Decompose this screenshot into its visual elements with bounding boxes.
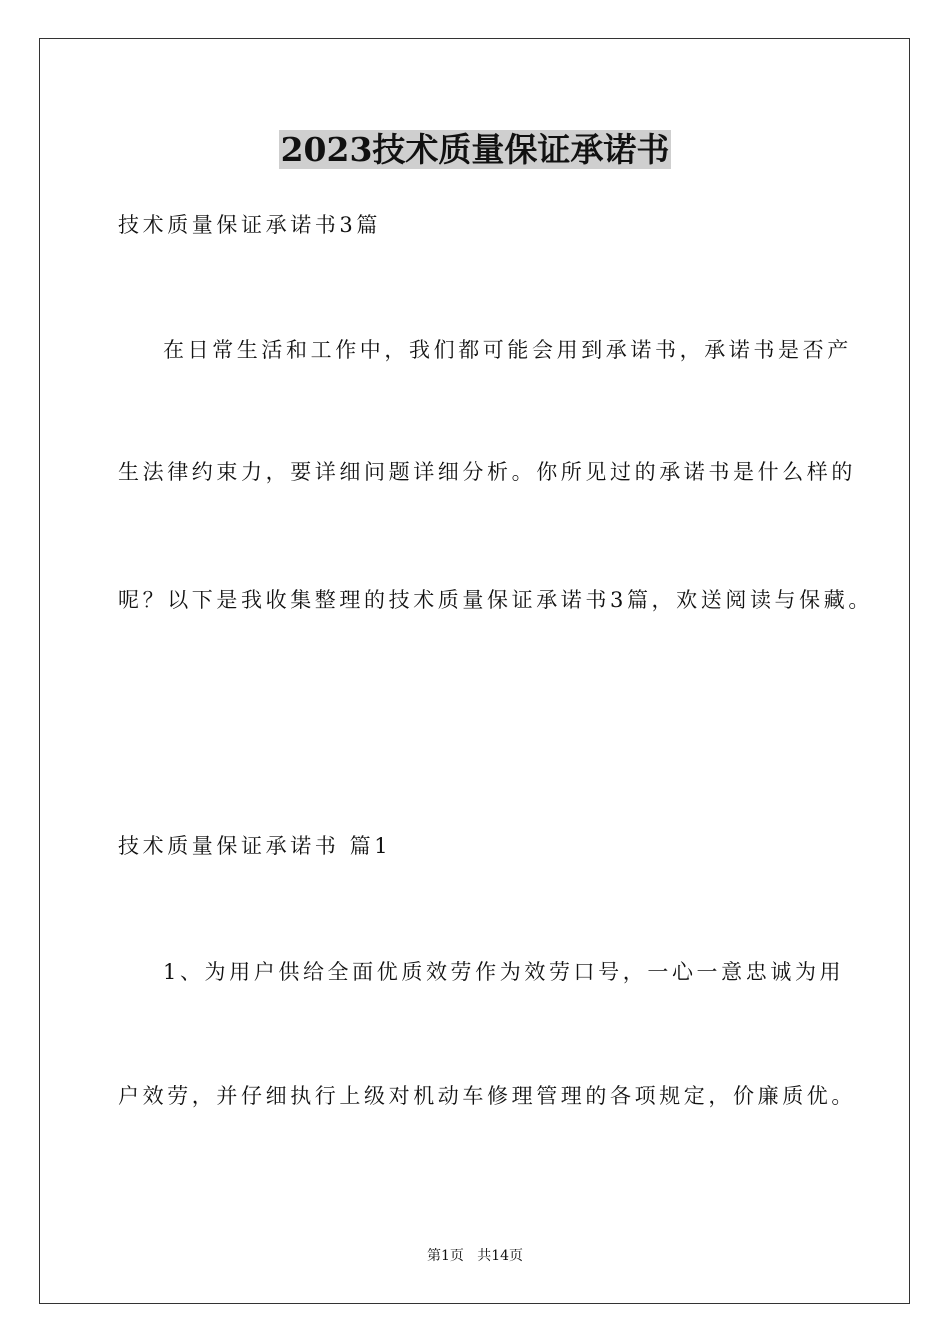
document-subtitle: 技术质量保证承诺书3篇 [118,213,381,237]
intro-paragraph-line-1: 在日常生活和工作中，我们都可能会用到承诺书，承诺书是否产 [163,338,852,362]
page-footer: 第1页 共14页 [426,1248,524,1264]
section-item-line-2: 户效劳，并仔细执行上级对机动车修理管理的各项规定，价廉质优。 [118,1084,856,1108]
section-item-line-1: 1、为用户供给全面优质效劳作为效劳口号，一心一意忠诚为用 [163,960,845,984]
intro-paragraph-line-2: 生法律约束力，要详细问题详细分析。你所见过的承诺书是什么样的 [118,460,856,484]
section-heading: 技术质量保证承诺书 篇1 [118,834,392,858]
intro-paragraph-line-3: 呢？以下是我收集整理的技术质量保证承诺书3篇，欢送阅读与保藏。 [118,588,873,612]
document-title [0,128,950,172]
document-title-text: 2023技术质量保证承诺书 [280,130,670,169]
